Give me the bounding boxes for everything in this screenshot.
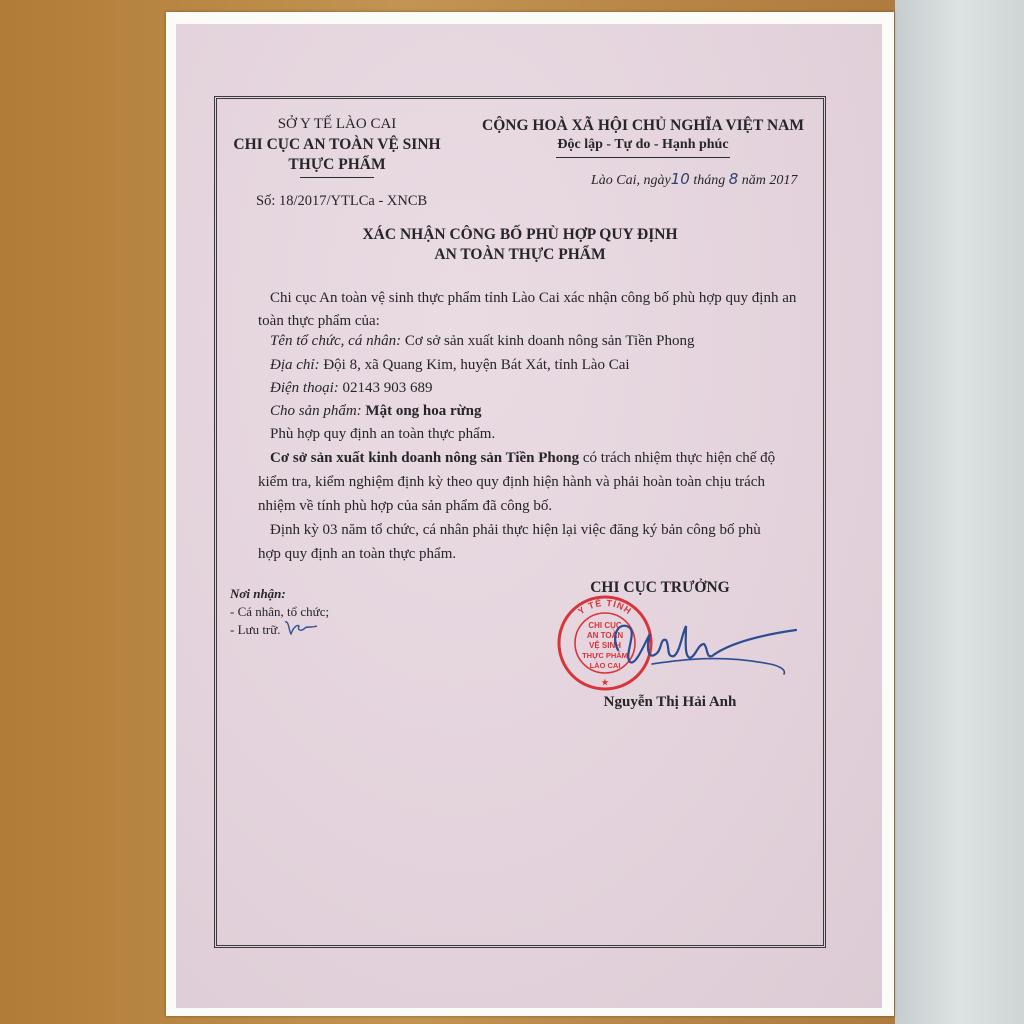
stamp-text-3: VỆ SINH: [588, 641, 622, 650]
responsibility-line3: nhiệm về tính phù hợp của sản phẩm đã công bố.: [258, 498, 553, 514]
phone-value: 02143 903 689: [338, 380, 433, 396]
issue-date: [591, 170, 797, 189]
document-number: Số: 18/2017/YTLCa - XNCB: [256, 193, 428, 209]
ministry-name: SỞ Y TẾ LÀO CAI: [277, 116, 397, 132]
compliance-statement: Phù hợp quy định an toàn thực phẩm.: [270, 426, 496, 442]
phone-label: Điện thoại:: [270, 380, 339, 396]
director-signature: [600, 604, 810, 684]
product-field: [270, 403, 482, 420]
periodic-line2: hợp quy định an toàn thực phẩm.: [258, 546, 457, 562]
product-value: Mật ong hoa rừng: [361, 403, 482, 419]
country-name: CỘNG HOÀ XÃ HỘI CHỦ NGHĨA VIỆT NAM: [482, 117, 804, 134]
address-value: Đội 8, xã Quang Kim, huyện Bát Xát, tỉnh Lào Cai: [319, 357, 630, 373]
date-year: năm 2017: [741, 173, 798, 188]
phone-field: [270, 380, 433, 397]
address-field: [270, 357, 630, 374]
agency-name-line1: CHI CỤC AN TOÀN VỆ SINH: [233, 136, 441, 153]
archive-initials-signature: [283, 616, 323, 640]
responsibility-rest: có trách nhiệm thực hiện chế độ: [579, 450, 776, 466]
svg-text:★: ★: [601, 678, 609, 687]
date-place: Lào Cai, ngày: [591, 173, 671, 188]
document-title-line1: XÁC NHẬN CÔNG BỐ PHÙ HỢP QUY ĐỊNH: [362, 226, 678, 243]
intro-line2: toàn thực phẩm của:: [258, 313, 380, 329]
recipient-item-1: - Cá nhân, tổ chức;: [230, 604, 330, 619]
stamp-text-1: CHI CỤC: [588, 621, 622, 630]
stamp-ring-text: Y TẾ TỈNH: [576, 597, 634, 617]
responsibility-line2: kiểm tra, kiểm nghiệm định kỳ theo quy định hiện hành và phải hoàn toàn chịu trách: [258, 474, 765, 490]
agency-name-line2: THỰC PHẨM: [288, 156, 386, 173]
org-field: [270, 333, 694, 350]
date-month: 8: [728, 170, 739, 188]
responsibility-org: Cơ sở sản xuất kinh doanh nông sản Tiền Phong: [270, 450, 580, 466]
product-label: Cho sản phẩm:: [270, 403, 362, 419]
stamp-text-4: THỰC PHẨM: [582, 651, 628, 660]
periodic-line1: Định kỳ 03 năm tổ chức, cá nhân phải thực hiện lại việc đăng ký bản công bố phù: [270, 522, 761, 538]
national-motto: Độc lập - Tự do - Hạnh phúc: [557, 137, 729, 152]
document-title-line2: AN TOÀN THỰC PHẨM: [434, 246, 606, 263]
signer-position: CHI CỤC TRƯỞNG: [590, 579, 730, 596]
date-day: 10: [670, 170, 690, 188]
background-wall: [895, 0, 1024, 1024]
motto-underline: [556, 157, 730, 158]
agency-underline: [300, 177, 374, 178]
date-month-label: tháng: [693, 173, 726, 188]
intro-line1: Chi cục An toàn vệ sinh thực phẩm tỉnh Lào Cai xác nhận công bố phù hợp quy định an: [270, 290, 797, 306]
recipient-item-2: - Lưu trữ.: [230, 622, 281, 637]
stamp-text-2: AN TOÀN: [586, 631, 624, 640]
address-label: Địa chỉ:: [270, 357, 320, 373]
responsibility-line1: [270, 450, 775, 467]
org-value: Cơ sở sản xuất kinh doanh nông sản Tiền Phong: [401, 333, 695, 349]
org-label: Tên tổ chức, cá nhân:: [270, 333, 402, 349]
stamp-text-5: LÀO CAI: [589, 661, 621, 670]
signer-name: Nguyễn Thị Hải Anh: [603, 694, 737, 710]
recipients-title: Nơi nhận:: [230, 586, 286, 601]
